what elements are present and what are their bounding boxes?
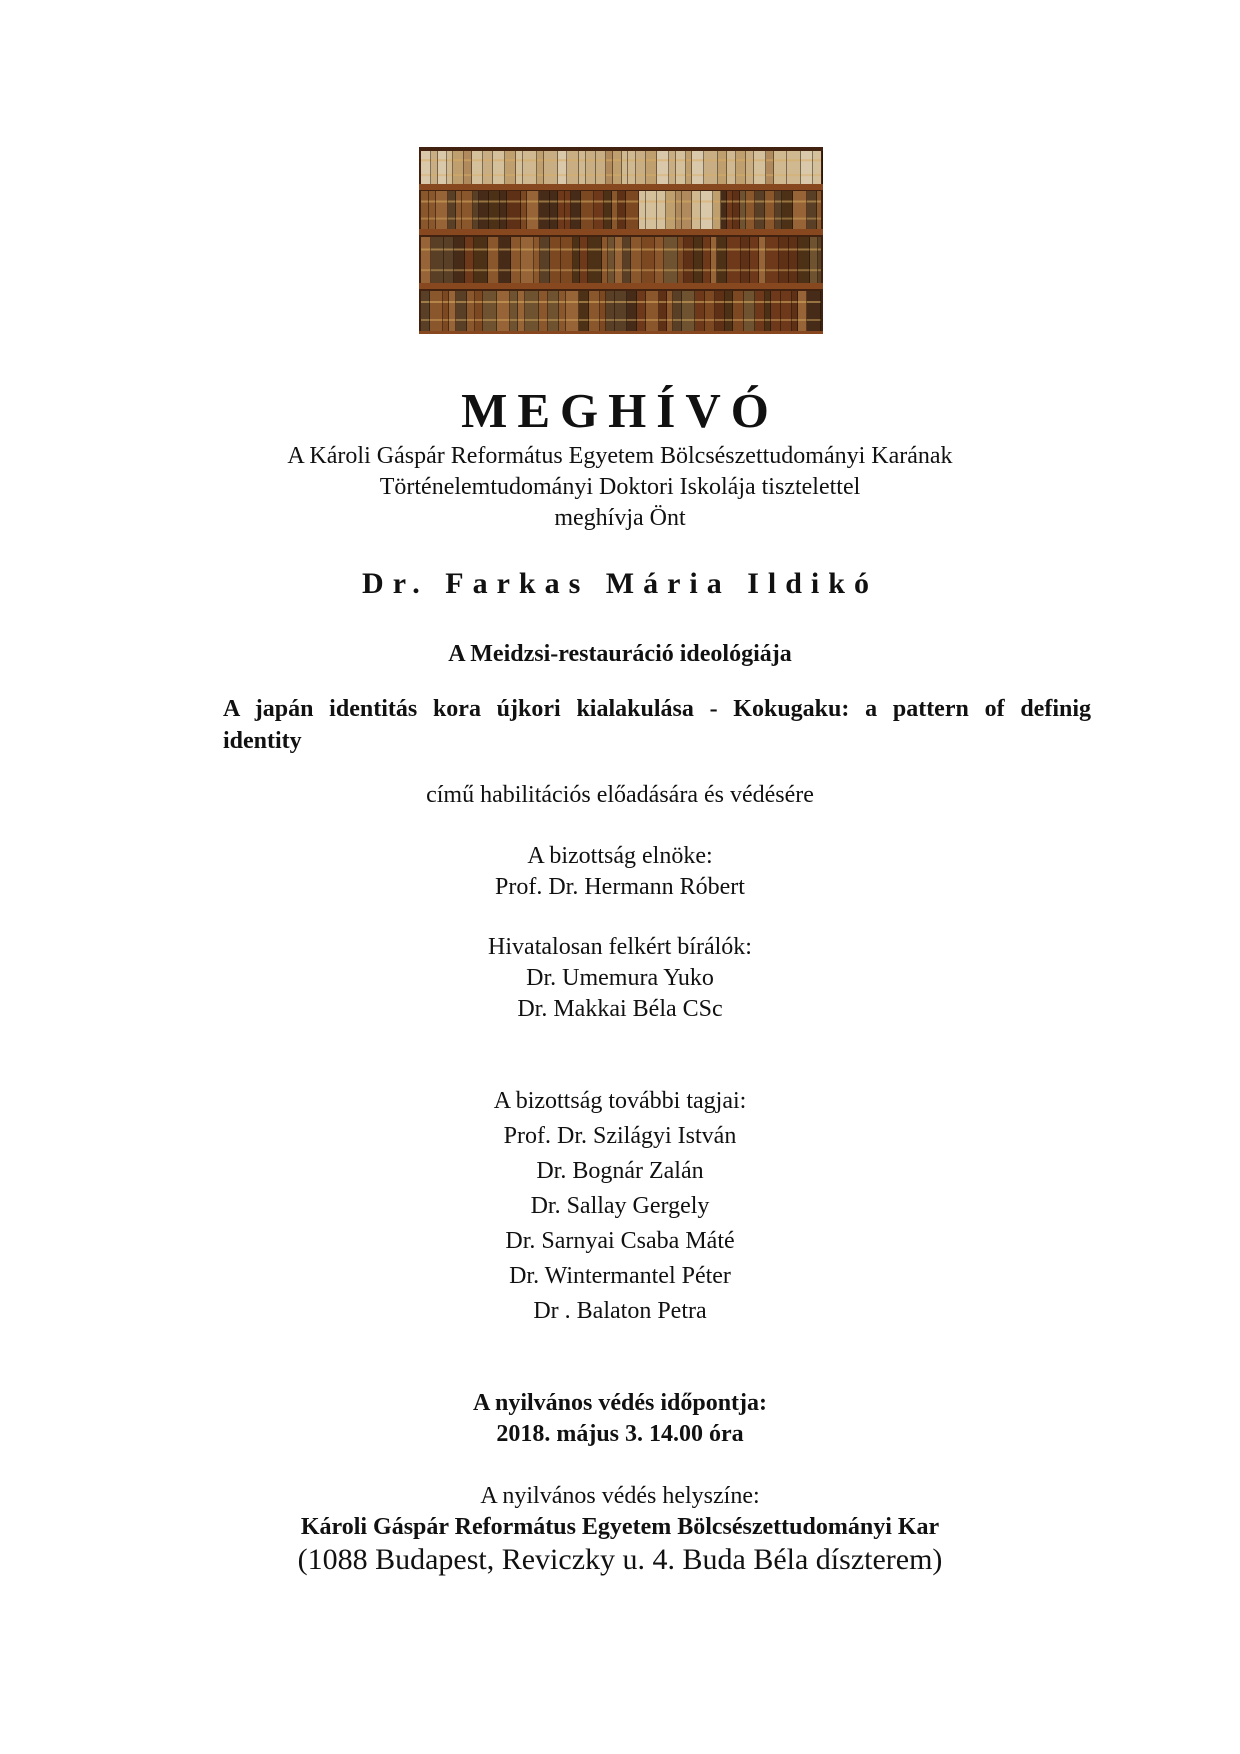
member-name: Dr. Sarnyai Csaba Máté bbox=[505, 1228, 735, 1254]
candidate-name: Dr. Farkas Mária Ildikó bbox=[362, 567, 878, 600]
defense-time-section bbox=[0, 1388, 1240, 1450]
lecture-topic: A Meidzsi-restauráció ideológiája bbox=[448, 641, 792, 667]
subtitle-line: identity bbox=[223, 728, 302, 754]
intro-line: meghívja Önt bbox=[554, 505, 686, 531]
chair-name: Prof. Dr. Hermann Róbert bbox=[495, 874, 745, 900]
chair-label: A bizottság elnöke: bbox=[527, 843, 713, 869]
venue-label: A nyilvános védés helyszíne: bbox=[480, 1483, 760, 1509]
member-name: Dr. Bognár Zalán bbox=[536, 1158, 704, 1184]
intro-line: Történelemtudományi Doktori Iskolája tisztelettel bbox=[379, 474, 861, 500]
reviewers-section bbox=[0, 932, 1240, 1025]
lecture-subtitle bbox=[223, 693, 1091, 757]
member-name: Prof. Dr. Szilágyi István bbox=[503, 1123, 737, 1149]
invitation-title: MEGHÍVÓ bbox=[461, 383, 779, 438]
reviewer-name: Dr. Makkai Béla CSc bbox=[517, 996, 723, 1022]
lecture-description: című habilitációs előadására és védésére bbox=[426, 782, 814, 808]
venue-address: (1088 Budapest, Reviczky u. 4. Buda Béla díszterem) bbox=[297, 1543, 943, 1576]
committee-members-section bbox=[0, 1084, 1240, 1329]
subtitle-line: A japán identitás kora újkori kialakulása - Kokugaku: a pattern of definig bbox=[223, 696, 1091, 722]
bookshelf-photo-icon bbox=[419, 147, 823, 334]
member-name: Dr. Wintermantel Péter bbox=[509, 1263, 731, 1289]
members-label: A bizottság további tagjai: bbox=[493, 1088, 747, 1114]
venue-name: Károli Gáspár Református Egyetem Bölcsészettudományi Kar bbox=[300, 1514, 940, 1540]
intro-line: A Károli Gáspár Református Egyetem Bölcsészettudományi Karának bbox=[287, 443, 953, 469]
committee-chair-section bbox=[0, 841, 1240, 903]
reviewer-name: Dr. Umemura Yuko bbox=[526, 965, 714, 991]
defense-time-label: A nyilvános védés időpontja: bbox=[472, 1390, 768, 1416]
invitation-intro bbox=[0, 441, 1240, 534]
defense-time-value: 2018. május 3. 14.00 óra bbox=[496, 1421, 744, 1447]
reviewers-label: Hivatalosan felkért bírálók: bbox=[488, 934, 752, 960]
member-name: Dr . Balaton Petra bbox=[533, 1298, 707, 1324]
member-name: Dr. Sallay Gergely bbox=[530, 1193, 710, 1219]
